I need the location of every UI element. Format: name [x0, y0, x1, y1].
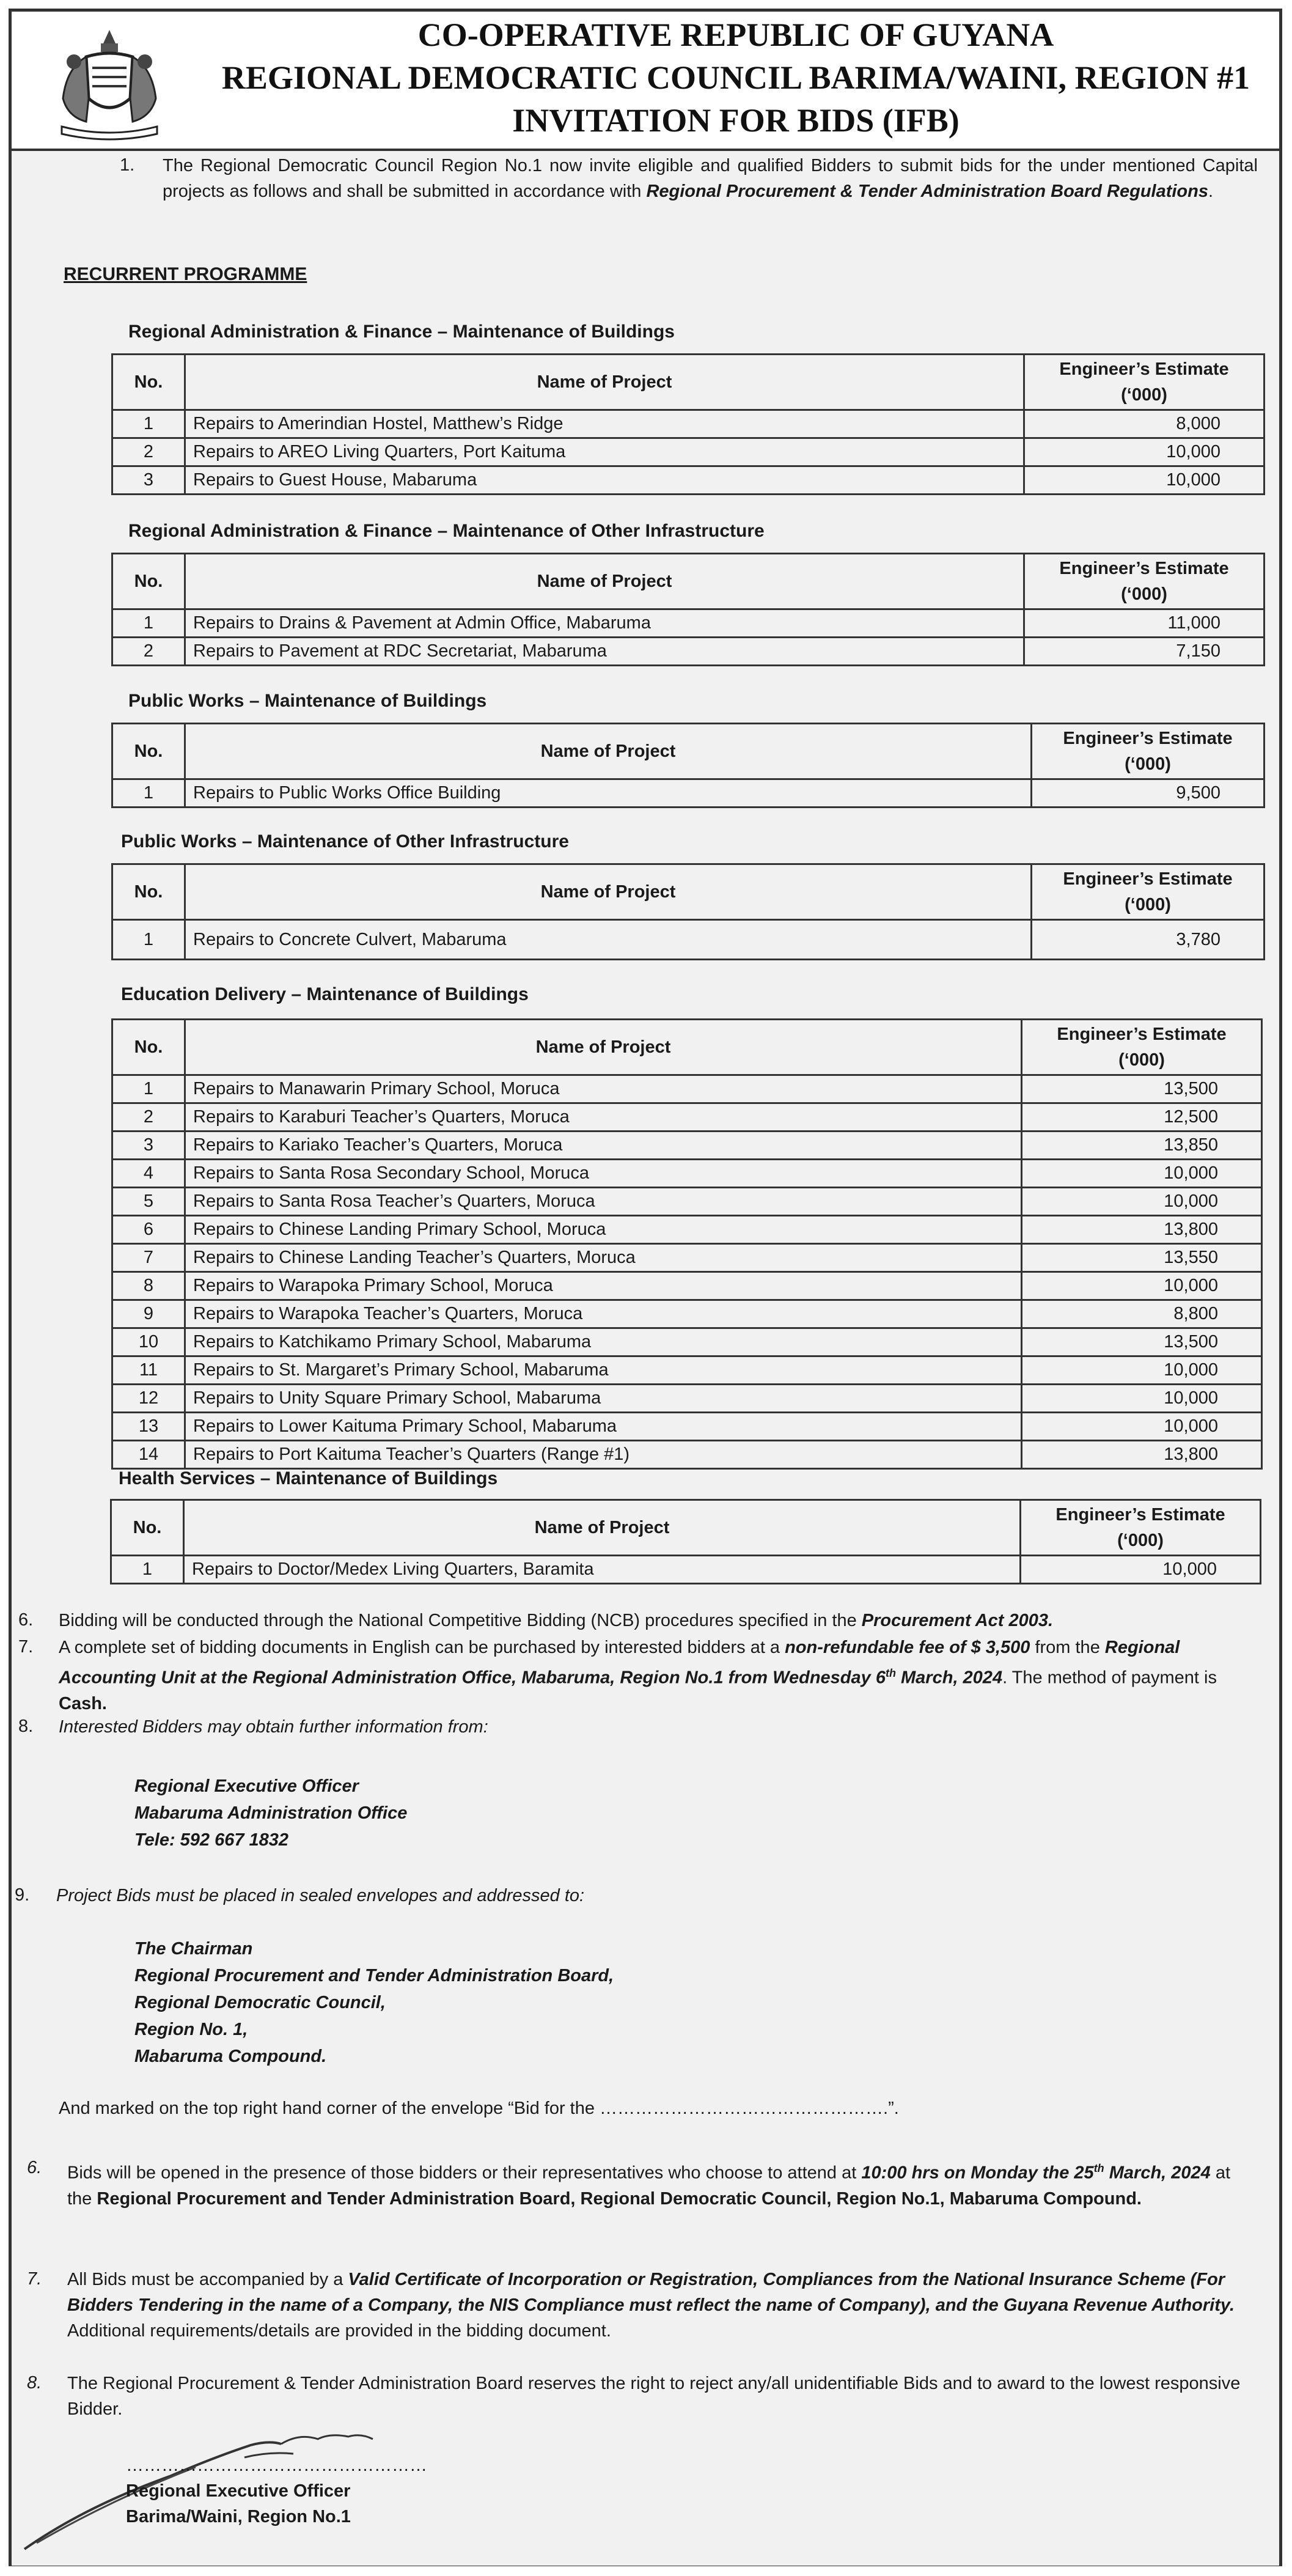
- col-estimate: [1032, 864, 1264, 920]
- contact-office: Mabaruma Administration Office: [134, 1803, 408, 1823]
- row-no: 1: [112, 1075, 185, 1103]
- item-9-text: Project Bids must be placed in sealed envelopes and addressed to:: [56, 1886, 585, 1905]
- intro-end: .: [1208, 182, 1214, 201]
- col-estimate-line1: Engineer’s Estimate: [1063, 869, 1233, 889]
- row-name: Repairs to Public Works Office Building: [185, 779, 1032, 808]
- projects-table: [111, 863, 1265, 960]
- row-name: Repairs to Concrete Culvert, Mabaruma: [185, 920, 1032, 960]
- item-7b-requirements: Valid Certificate of Incorporation or Registration, Compliances from the National Insurance Scheme (For Bidders Tendering in the name of a Company, the NIS Compliance must reflect the name of Company), and the Guyana Revenue Authority.: [67, 2270, 1235, 2315]
- item-7-number: 7.: [18, 1637, 34, 1657]
- row-name: Repairs to Lower Kaituma Primary School, Mabaruma: [185, 1413, 1022, 1441]
- item-6-text: [59, 1608, 1257, 1633]
- row-estimate: 11,000: [1024, 609, 1264, 638]
- item-7-text: [59, 1635, 1257, 1717]
- item-7b-number: 7.: [27, 2269, 42, 2289]
- row-name: Repairs to Warapoka Teacher’s Quarters, Moruca: [185, 1300, 1022, 1328]
- row-no: 2: [112, 638, 185, 666]
- table-row: [112, 1216, 1262, 1244]
- table-row: [112, 1385, 1262, 1413]
- row-no: 11: [112, 1356, 185, 1385]
- table-title: Regional Administration & Finance – Maintenance of Buildings: [128, 322, 675, 342]
- row-name: Repairs to AREO Living Quarters, Port Kaituma: [185, 438, 1024, 466]
- row-no: 1: [112, 410, 185, 438]
- item-6b-datetime: 10:00 hrs on Monday the 25: [861, 2163, 1094, 2183]
- row-estimate: 10,000: [1021, 1556, 1261, 1584]
- row-no: 9: [112, 1300, 185, 1328]
- row-estimate: 3,780: [1032, 920, 1264, 960]
- item-8b-number: 8.: [27, 2373, 42, 2393]
- item-7b-body: All Bids must be accompanied by a: [67, 2270, 348, 2289]
- col-estimate-line2: (‘000): [1121, 385, 1167, 405]
- row-estimate: 10,000: [1022, 1356, 1262, 1385]
- address-line: Region No. 1,: [134, 2020, 248, 2039]
- row-estimate: 13,500: [1022, 1328, 1262, 1356]
- col-estimate-line1: Engineer’s Estimate: [1059, 559, 1229, 578]
- header-line-2: REGIONAL DEMOCRATIC COUNCIL BARIMA/WAINI, REGION #1: [221, 59, 1250, 96]
- row-name: Repairs to Doctor/Medex Living Quarters, Baramita: [184, 1556, 1021, 1584]
- col-estimate-line1: Engineer’s Estimate: [1063, 729, 1233, 748]
- row-name: Repairs to Amerindian Hostel, Matthew’s Ridge: [185, 410, 1024, 438]
- row-estimate: 8,800: [1022, 1300, 1262, 1328]
- table-row: [112, 438, 1264, 466]
- col-no: No.: [112, 864, 185, 920]
- item-6b-text: [67, 2155, 1259, 2212]
- table-title: Public Works – Maintenance of Other Infrastructure: [121, 831, 569, 852]
- item-7-payment: . The method of payment is: [1002, 1668, 1217, 1688]
- item-7-fee: non-refundable fee of $ 3,500: [785, 1638, 1030, 1657]
- row-estimate: 13,500: [1022, 1075, 1262, 1103]
- table-title: Education Delivery – Maintenance of Buildings: [121, 984, 529, 1004]
- row-name: Repairs to Santa Rosa Teacher’s Quarters, Moruca: [185, 1188, 1022, 1216]
- item-8-number: 8.: [18, 1717, 34, 1736]
- col-no: No.: [112, 1020, 185, 1075]
- item-6b-date: March, 2024: [1104, 2163, 1211, 2183]
- item-8b-text: The Regional Procurement & Tender Administration Board reserves the right to reject any/all unidentifiable Bids and to award to the lowest responsive Bidder.: [67, 2374, 1241, 2419]
- col-no: No.: [112, 355, 185, 410]
- row-name: Repairs to Port Kaituma Teacher’s Quarters (Range #1): [185, 1441, 1022, 1469]
- row-estimate: 13,800: [1022, 1441, 1262, 1469]
- table-row: [112, 609, 1264, 638]
- table-row: [112, 1272, 1262, 1300]
- table-title: Public Works – Maintenance of Buildings: [128, 691, 487, 711]
- row-estimate: 13,850: [1022, 1132, 1262, 1160]
- row-name: Repairs to Pavement at RDC Secretariat, Mabaruma: [185, 638, 1024, 666]
- table-row: [112, 1356, 1262, 1385]
- address-line: Regional Democratic Council,: [134, 1993, 386, 2012]
- col-no: No.: [112, 724, 185, 779]
- signature-line: ……………………………………………: [126, 2456, 427, 2475]
- row-no: 3: [112, 1132, 185, 1160]
- table-title: Regional Administration & Finance – Maintenance of Other Infrastructure: [128, 521, 765, 541]
- row-no: 1: [112, 779, 185, 808]
- table-row: [112, 1300, 1262, 1328]
- row-name: Repairs to Katchikamo Primary School, Mabaruma: [185, 1328, 1022, 1356]
- row-name: Repairs to Drains & Pavement at Admin Office, Mabaruma: [185, 609, 1024, 638]
- intro-text: The Regional Democratic Council Region No.1 now invite eligible and qualified Bidders to submit bids for the under mentioned Capital projects as follows and shall be submitted in accordance with: [163, 156, 1258, 201]
- item-6b-venue: Regional Procurement and Tender Administration Board, Regional Democratic Council, Region No.1, Mabaruma Compound.: [97, 2188, 1142, 2209]
- row-estimate: 10,000: [1022, 1413, 1262, 1441]
- item-7b-text: [67, 2267, 1259, 2344]
- table-row: [112, 466, 1264, 495]
- projects-table: [111, 353, 1265, 495]
- table-row: [112, 638, 1264, 666]
- signature-region: Barima/Waini, Region No.1: [126, 2507, 351, 2526]
- table-row: [112, 1075, 1262, 1103]
- row-estimate: 10,000: [1022, 1160, 1262, 1188]
- item-6-act: Procurement Act 2003.: [861, 1611, 1054, 1630]
- row-estimate: 10,000: [1024, 466, 1264, 495]
- row-estimate: 13,800: [1022, 1216, 1262, 1244]
- item-7-body: A complete set of bidding documents in English can be purchased by interested bidders at a: [59, 1638, 785, 1657]
- table-row: [112, 1103, 1262, 1132]
- item-7-from: from the: [1030, 1638, 1105, 1657]
- item-7-sup: th: [885, 1667, 896, 1679]
- row-no: 2: [112, 1103, 185, 1132]
- item-7-cash: Cash.: [59, 1693, 107, 1713]
- col-estimate-line1: Engineer’s Estimate: [1057, 1025, 1227, 1044]
- row-name: Repairs to Manawarin Primary School, Moruca: [185, 1075, 1022, 1103]
- item-6b-number: 6.: [27, 2158, 42, 2177]
- row-no: 6: [112, 1216, 185, 1244]
- table-row: [112, 1413, 1262, 1441]
- projects-table: [111, 723, 1265, 808]
- table-row: [111, 1556, 1261, 1584]
- row-name: Repairs to Kariako Teacher’s Quarters, Moruca: [185, 1132, 1022, 1160]
- col-estimate: [1021, 1500, 1261, 1556]
- projects-table: [111, 1018, 1263, 1470]
- col-name: Name of Project: [184, 1500, 1021, 1556]
- item-6-number: 6.: [18, 1610, 34, 1630]
- row-name: Repairs to Santa Rosa Secondary School, Moruca: [185, 1160, 1022, 1188]
- row-estimate: 8,000: [1024, 410, 1264, 438]
- col-name: Name of Project: [185, 864, 1032, 920]
- projects-table: [110, 1499, 1261, 1584]
- table-row: [112, 1160, 1262, 1188]
- item-6b-sup: th: [1093, 2162, 1104, 2174]
- document-header: [12, 12, 1279, 151]
- projects-table: [111, 553, 1265, 666]
- row-name: Repairs to Guest House, Mabaruma: [185, 466, 1024, 495]
- col-name: Name of Project: [185, 355, 1024, 410]
- row-estimate: 10,000: [1024, 438, 1264, 466]
- address-line: The Chairman: [134, 1939, 253, 1959]
- row-no: 7: [112, 1244, 185, 1272]
- table-row: [112, 1132, 1262, 1160]
- row-no: 4: [112, 1160, 185, 1188]
- item-6-body: Bidding will be conducted through the National Competitive Bidding (NCB) procedures specified in the: [59, 1611, 862, 1630]
- row-estimate: 13,550: [1022, 1244, 1262, 1272]
- table-row: [112, 410, 1264, 438]
- header-line-1: CO-OPERATIVE REPUBLIC OF GUYANA: [417, 17, 1054, 53]
- row-no: 8: [112, 1272, 185, 1300]
- intro-paragraph: [163, 153, 1258, 204]
- col-estimate: [1022, 1020, 1262, 1075]
- row-estimate: 10,000: [1022, 1188, 1262, 1216]
- item-7b-additional: Additional requirements/details are provided in the bidding document.: [67, 2321, 611, 2341]
- table-row: [112, 1441, 1262, 1469]
- col-estimate-line1: Engineer’s Estimate: [1055, 1505, 1225, 1525]
- table-row: [112, 1244, 1262, 1272]
- row-name: Repairs to Chinese Landing Primary School, Moruca: [185, 1216, 1022, 1244]
- row-name: Repairs to Chinese Landing Teacher’s Quarters, Moruca: [185, 1244, 1022, 1272]
- signature-title: Regional Executive Officer: [126, 2481, 351, 2501]
- col-name: Name of Project: [185, 554, 1024, 609]
- col-no: No.: [111, 1500, 184, 1556]
- row-no: 1: [111, 1556, 184, 1584]
- address-line: Mabaruma Compound.: [134, 2047, 327, 2066]
- row-no: 10: [112, 1328, 185, 1356]
- contact-officer: Regional Executive Officer: [134, 1776, 359, 1796]
- row-no: 13: [112, 1413, 185, 1441]
- row-estimate: 7,150: [1024, 638, 1264, 666]
- table-row: [112, 1328, 1262, 1356]
- row-no: 3: [112, 466, 185, 495]
- item-6b-body: Bids will be opened in the presence of those bidders or their representatives who choose to attend at: [67, 2163, 862, 2183]
- item-7-location: Regional Accounting Unit at the Regional Administration Office, Mabaruma, Region No.1 from Wednesday 6: [59, 1638, 1180, 1688]
- envelope-instruction: And marked on the top right hand corner of the envelope “Bid for the ………………………………………….”.: [59, 2099, 899, 2118]
- contact-block: [134, 1773, 407, 1853]
- programme-title-text: RECURRENT PROGRAMME: [64, 264, 307, 284]
- col-estimate-line2: (‘000): [1118, 1050, 1165, 1070]
- col-estimate-line2: (‘000): [1117, 1531, 1164, 1550]
- row-estimate: 10,000: [1022, 1272, 1262, 1300]
- col-estimate-line2: (‘000): [1125, 754, 1171, 774]
- row-no: 14: [112, 1441, 185, 1469]
- row-name: Repairs to Karaburi Teacher’s Quarters, Moruca: [185, 1103, 1022, 1132]
- item-9-number: 9.: [15, 1885, 30, 1905]
- guyana-coat-of-arms-icon: [50, 25, 169, 141]
- programme-title: [64, 264, 307, 285]
- row-name: Repairs to St. Margaret’s Primary School, Mabaruma: [185, 1356, 1022, 1385]
- row-name: Repairs to Unity Square Primary School, Mabaruma: [185, 1385, 1022, 1413]
- row-estimate: 9,500: [1032, 779, 1264, 808]
- table-row: [112, 920, 1264, 960]
- intro-regulations: Regional Procurement & Tender Administration Board Regulations: [646, 182, 1208, 201]
- col-estimate: [1032, 724, 1264, 779]
- row-no: 2: [112, 438, 185, 466]
- col-no: No.: [112, 554, 185, 609]
- row-no: 1: [112, 609, 185, 638]
- col-estimate-line1: Engineer’s Estimate: [1059, 359, 1229, 379]
- row-name: Repairs to Warapoka Primary School, Moruca: [185, 1272, 1022, 1300]
- table-row: [112, 779, 1264, 808]
- col-estimate: [1024, 554, 1264, 609]
- item-7-date: March, 2024: [895, 1668, 1003, 1688]
- header-line-3: INVITATION FOR BIDS (IFB): [512, 102, 960, 139]
- col-name: Name of Project: [185, 724, 1032, 779]
- row-estimate: 10,000: [1022, 1385, 1262, 1413]
- col-estimate: [1024, 355, 1264, 410]
- address-line: Regional Procurement and Tender Administration Board,: [134, 1966, 614, 1985]
- table-title: Health Services – Maintenance of Buildings: [119, 1468, 498, 1489]
- item-6b-at: at the: [67, 2163, 1231, 2209]
- col-estimate-line2: (‘000): [1121, 584, 1167, 604]
- address-block: [134, 1935, 614, 2070]
- table-row: [112, 1188, 1262, 1216]
- intro-number: 1.: [120, 155, 135, 175]
- row-no: 5: [112, 1188, 185, 1216]
- row-no: 1: [112, 920, 185, 960]
- col-name: Name of Project: [185, 1020, 1022, 1075]
- row-no: 12: [112, 1385, 185, 1413]
- item-8-text: Interested Bidders may obtain further information from:: [59, 1717, 488, 1737]
- col-estimate-line2: (‘000): [1125, 895, 1171, 914]
- row-estimate: 12,500: [1022, 1103, 1262, 1132]
- contact-phone: Tele: 592 667 1832: [134, 1830, 289, 1850]
